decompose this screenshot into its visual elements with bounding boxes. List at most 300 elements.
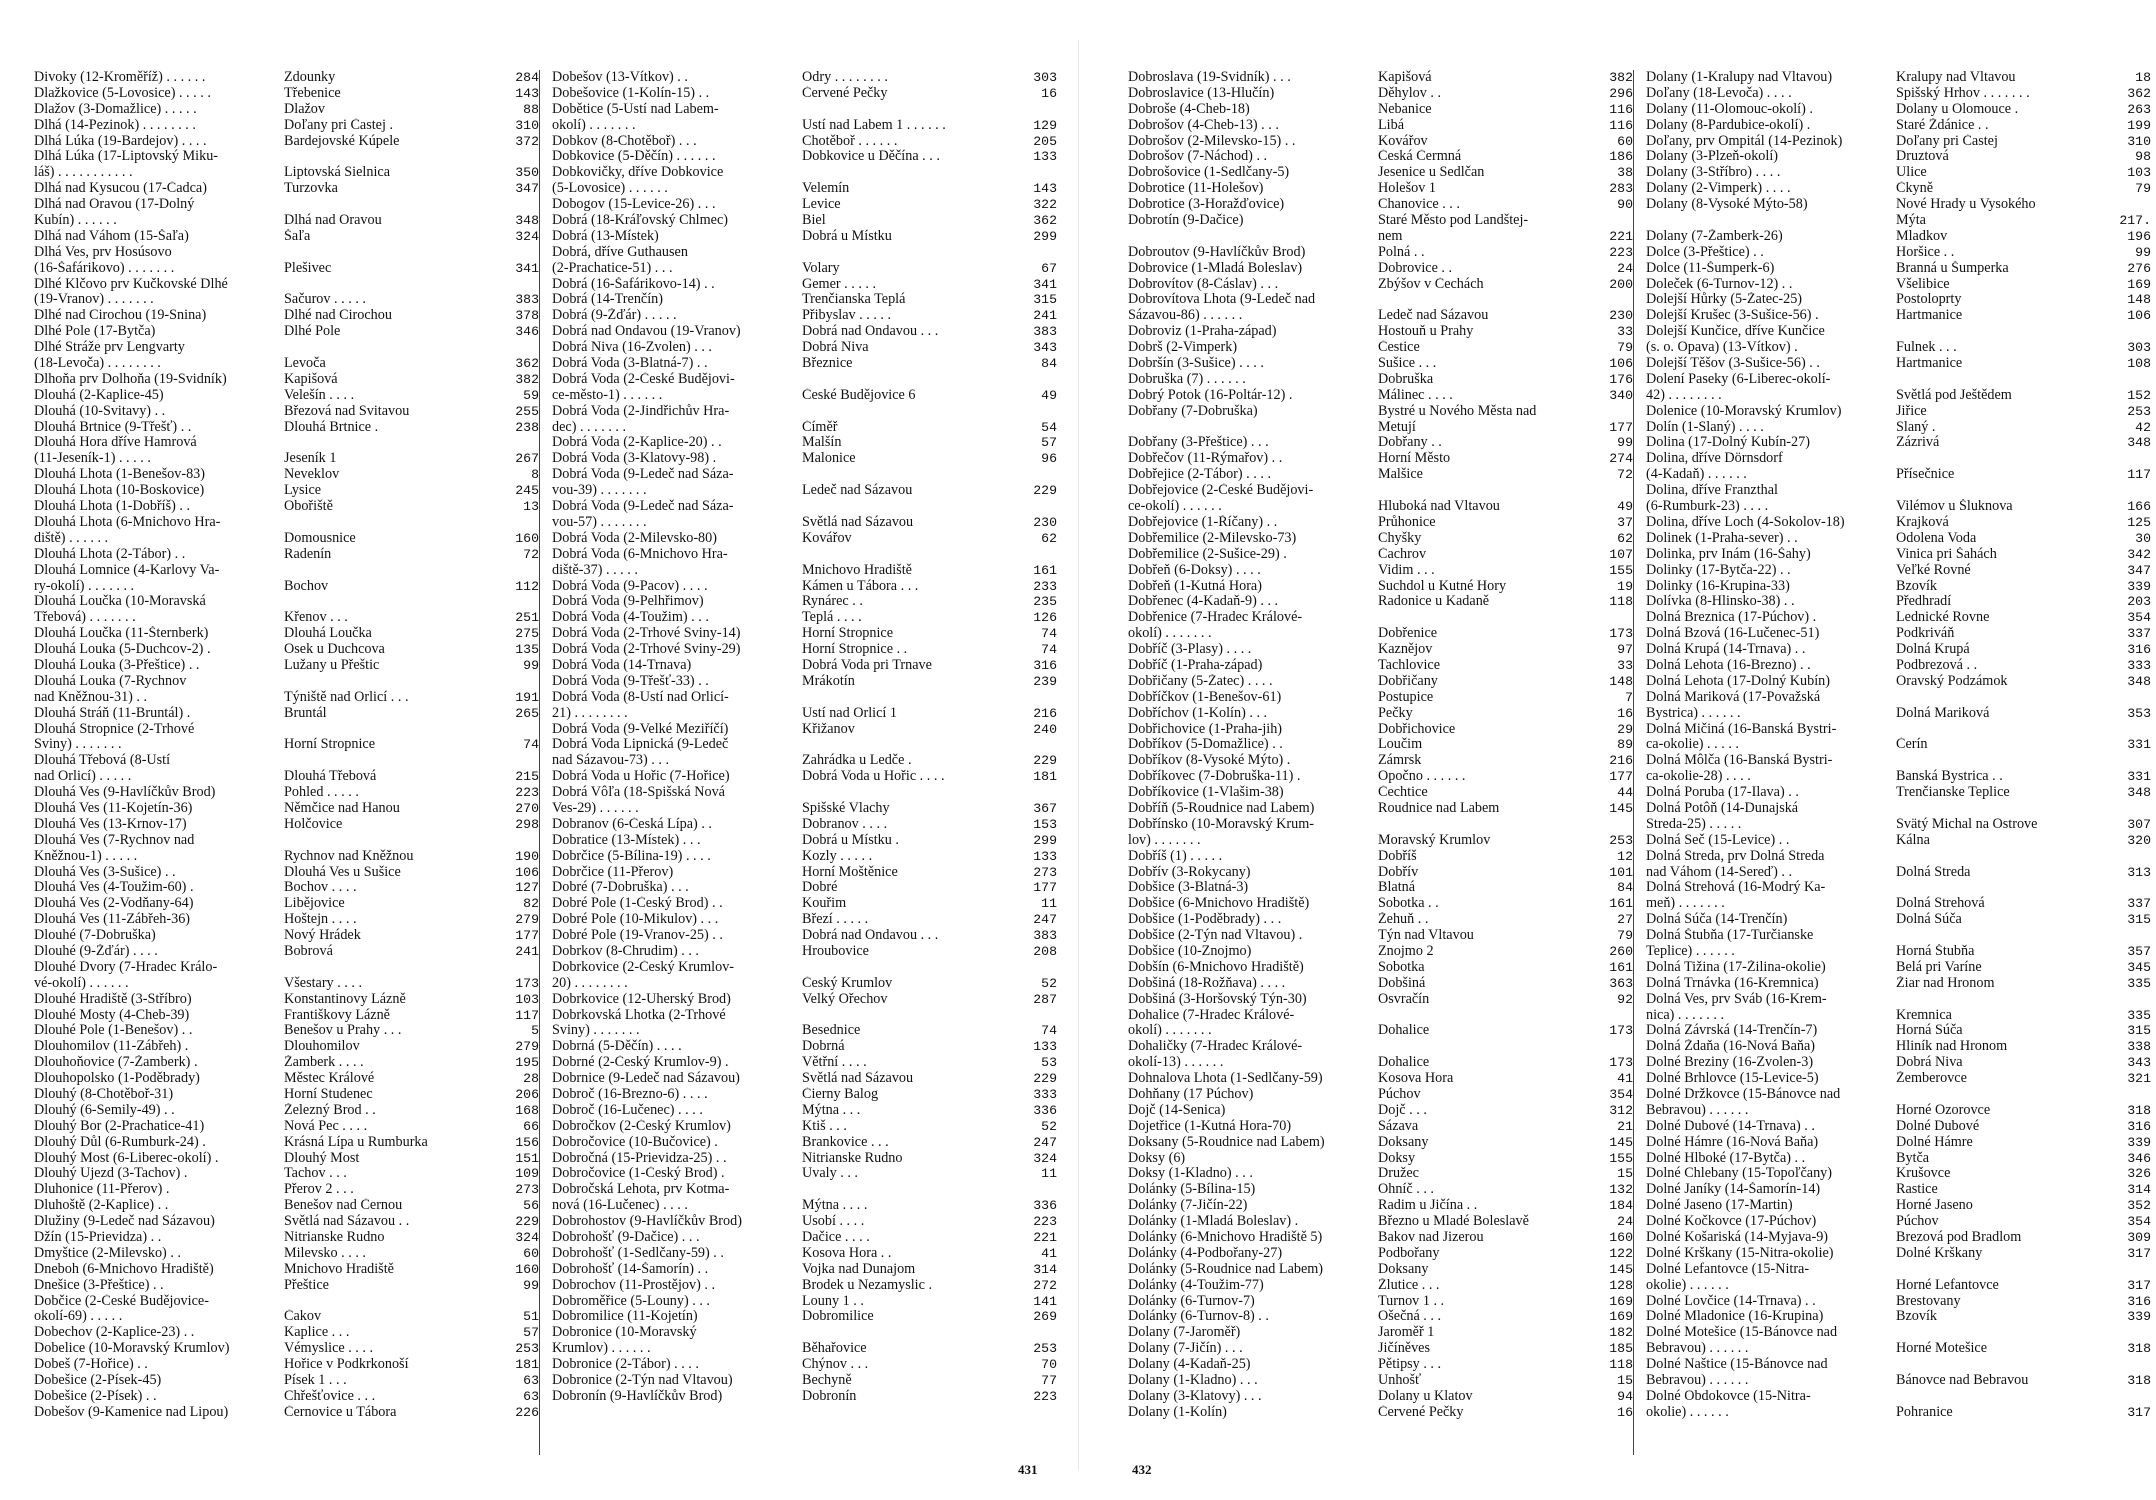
place-name: Dobrné (2-Český Krumlov-9) .: [552, 1055, 729, 1071]
post-office: Kralupy nad Vltavou: [1896, 70, 2016, 85]
place-name: Dlouhá Stropnice (2-Trhové: [34, 721, 195, 737]
post-office: Jeseník 1: [284, 451, 337, 467]
page-reference: 206: [515, 1087, 539, 1102]
index-entry: [34, 817, 539, 833]
index-entry: [1128, 1405, 1633, 1421]
page-reference: 309: [2127, 1230, 2151, 1246]
post-office: Sačurov . . . . .: [284, 292, 366, 308]
post-office: Spišské Vlachy: [802, 800, 890, 816]
place-name: Dolenice (10-Moravský Krumlov): [1646, 403, 1842, 419]
index-entry: [1646, 1405, 2151, 1421]
post-office: Fulnek . . .: [1896, 340, 1957, 356]
place-name: Teplice) . . . . . .: [1646, 943, 1735, 959]
page-reference: 108: [2127, 356, 2151, 372]
index-entry: [34, 769, 539, 785]
index-entry: [1646, 833, 2151, 849]
index-entry: [552, 976, 1057, 992]
index-entry: [552, 102, 1057, 118]
post-office: Ktiš . . .: [802, 1118, 847, 1134]
post-office: Brodek u Nezamyslic .: [802, 1277, 933, 1293]
place-name: (19-Vranov) . . . . . . .: [34, 292, 154, 308]
post-office: Malšice: [1378, 467, 1423, 483]
place-name: Dolná Strehová (16-Modrý Ka-: [1646, 880, 1826, 896]
page-reference: 287: [1033, 991, 1057, 1007]
post-office: Horní Moštěnice: [802, 864, 898, 880]
place-name: Dolany (8-Pardubice-okolí) .: [1646, 117, 1811, 133]
index-entry: [552, 372, 1057, 388]
place-name: Dolná Seč (15-Levice) . .: [1646, 832, 1790, 848]
post-office: Dlouhomilov: [284, 1039, 360, 1055]
place-name: nica) . . . . . . .: [1646, 1007, 1725, 1023]
post-office: Písek 1 . . .: [284, 1373, 347, 1389]
index-entry: [552, 1151, 1057, 1167]
post-office: Hliník nad Hronom: [1896, 1039, 2008, 1055]
place-name: Dobrošov (7-Náchod) . .: [1128, 149, 1268, 165]
index-entry: [1128, 1389, 1633, 1405]
index-entry: [1646, 849, 2151, 865]
page-reference: 148: [2127, 292, 2151, 308]
page-reference: 72: [523, 546, 539, 562]
page-reference: 15: [1617, 1373, 1633, 1389]
index-entry: [1128, 817, 1633, 833]
index-entry: [1128, 706, 1633, 722]
index-entry: [1646, 944, 2151, 960]
place-name: ca-okolie) . . . . .: [1646, 737, 1739, 753]
post-office: Dobrá u Místku .: [802, 832, 899, 848]
post-office: Dobrá nad Ondavou . . .: [802, 928, 939, 944]
page-reference: 326: [2127, 1166, 2151, 1182]
post-office: Chřešťovice . . .: [284, 1388, 376, 1404]
index-entry: [1128, 515, 1633, 531]
page-reference: 118: [1609, 594, 1633, 610]
index-entry: [1128, 181, 1633, 197]
page-reference: 166: [2127, 499, 2151, 515]
page-reference: 132: [1609, 1182, 1633, 1198]
index-entry: [552, 499, 1057, 515]
post-office: Zahrádka u Ledče .: [802, 753, 912, 769]
index-entry: [34, 1373, 539, 1389]
page-reference: 221: [1033, 1230, 1057, 1246]
index-entry: [1128, 1103, 1633, 1119]
place-name: Dobětice (5-Ústí nad Labem-: [552, 101, 719, 117]
place-name: Dobkovice (5-Děčín) . . . . . .: [552, 149, 716, 165]
place-name: Sázavou-86) . . . . . .: [1128, 308, 1243, 324]
page-reference: 92: [1617, 991, 1633, 1007]
index-entry: [552, 563, 1057, 579]
place-name: Dolná Závrská (14-Trenčín-7): [1646, 1023, 1818, 1039]
place-name: Dobříkovec (7-Dobruška-11) .: [1128, 769, 1301, 785]
index-entry: [1646, 1087, 2151, 1103]
page-reference: 74: [523, 737, 539, 753]
place-name: Dobrá Voda (4-Toužim) . . .: [552, 610, 709, 626]
place-name: nad Kněžnou-31) . .: [34, 689, 148, 705]
page-reference: 127: [515, 880, 539, 896]
index-entry: [1646, 594, 2151, 610]
post-office: Žlutice . . .: [1378, 1277, 1440, 1293]
post-office: Třebenice: [284, 85, 341, 101]
page-reference: 112: [515, 578, 539, 594]
index-entry: [1646, 308, 2151, 324]
place-name: Dlhá Lúka (19-Bardejov) . . . .: [34, 133, 207, 149]
index-entry: [1128, 86, 1633, 102]
place-name: Dolany (7-Jaroměř): [1128, 1325, 1241, 1341]
place-name: Dlhá nad Oravou (17-Dolný: [34, 197, 195, 213]
place-name: Dolná Tižina (17-Žilina-okolie): [1646, 959, 1826, 975]
place-name: Dlhá Lúka (17-Liptovský Miku-: [34, 149, 219, 165]
post-office: Chyšky: [1378, 530, 1422, 546]
index-entry: [1128, 563, 1633, 579]
page-reference: 173: [1609, 626, 1633, 642]
index-entry: [34, 1055, 539, 1071]
place-name: Dolany (4-Kadaň-25): [1128, 1357, 1251, 1373]
page-reference: 106: [515, 864, 539, 880]
page-reference: 191: [515, 689, 539, 705]
page-reference: 173: [1609, 1055, 1633, 1071]
index-entry: [34, 1246, 539, 1262]
page-reference: 341: [515, 260, 539, 276]
page-reference: 345: [2127, 959, 2151, 975]
page-reference: 245: [515, 483, 539, 499]
post-office: Františkovy Lázně: [284, 1007, 390, 1023]
post-office: Kapišová: [1378, 70, 1432, 85]
place-name: 42) . . . . . . . .: [1646, 387, 1722, 403]
index-entry: [1128, 753, 1633, 769]
place-name: Dolejší Hůrky (5-Žatec-25): [1646, 292, 1803, 308]
place-name: Dolné Obdokovce (15-Nitra-: [1646, 1388, 1811, 1404]
place-name: meň) . . . . . . .: [1646, 896, 1725, 912]
index-entry: [552, 1325, 1057, 1341]
place-name: Dobrná (5-Děčín) . . . .: [552, 1039, 682, 1055]
post-office: Horní Studenec: [284, 1087, 373, 1102]
post-office: Velemín: [802, 181, 850, 197]
place-name: Doksy (1-Kladno) . . .: [1128, 1166, 1253, 1182]
post-office: Plešivec: [284, 260, 332, 276]
place-name: Doleček (6-Turnov-12) . .: [1646, 276, 1793, 292]
page-reference: 90: [1617, 197, 1633, 213]
page-reference: 296: [1609, 85, 1633, 101]
page-reference: 177: [1033, 880, 1057, 896]
post-office: Milevsko . . . .: [284, 1245, 366, 1261]
post-office: Kremnica: [1896, 1007, 1952, 1023]
page-reference: 247: [1033, 1134, 1057, 1150]
page-reference: 186: [1609, 149, 1633, 165]
index-entry: [1646, 1214, 2151, 1230]
index-entry: [1646, 149, 2151, 165]
index-entry: [552, 1373, 1057, 1389]
post-office: Přeštice: [284, 1277, 329, 1293]
index-entry: [1646, 388, 2151, 404]
post-office: Dobkovice u Děčína . . .: [802, 149, 940, 165]
index-entry: [552, 1246, 1057, 1262]
post-office: Dolany u Olomouce .: [1896, 101, 2019, 117]
index-entry: [1128, 451, 1633, 467]
post-office: Malšín: [802, 435, 842, 451]
page-reference: 229: [515, 1214, 539, 1230]
place-name: Dlouhé (9-Žďár) . . . .: [34, 943, 158, 959]
post-office: Červené Pečky: [1378, 1404, 1464, 1420]
index-entry: [1646, 706, 2151, 722]
page-reference: 317: [2127, 1277, 2151, 1293]
post-office: Světlá nad Sázavou: [802, 514, 914, 530]
place-name: Dobrá Voda (9-Ledeč nad Sáza-: [552, 499, 734, 515]
page-reference: 99: [2135, 244, 2151, 260]
post-office: Mnichovo Hradiště: [284, 1261, 394, 1277]
place-name: Dobrá (18-Kráľovský Chlmec): [552, 213, 728, 229]
index-entry: [1646, 435, 2151, 451]
index-entry: [34, 388, 539, 404]
index-entry: [1646, 356, 2151, 372]
place-name: Dolany (1-Kralupy nad Vltavou): [1646, 70, 1833, 85]
index-entry: [552, 674, 1057, 690]
page-reference: 221: [1609, 228, 1633, 244]
post-office: Sobotka . .: [1378, 896, 1439, 912]
page-reference: 151: [515, 1150, 539, 1166]
place-name: Dobrkovice (2-Český Krumlov-: [552, 959, 735, 975]
index-entry: [552, 261, 1057, 277]
place-name: diště-37) . . . . .: [552, 562, 638, 578]
place-name: Dlažov (3-Domažlice) . . . . .: [34, 101, 197, 117]
index-entry: [34, 1182, 539, 1198]
index-entry: [1646, 880, 2151, 896]
page-reference: 241: [1033, 308, 1057, 324]
place-name: Dlouhá Ves (13-Krnov-17): [34, 816, 187, 832]
place-name: vé-okolí) . . . . . .: [34, 975, 129, 991]
place-name: Dlouhé (7-Dobruška): [34, 928, 156, 944]
index-entry: [34, 1262, 539, 1278]
place-name: Dobrá (14-Trenčín): [552, 292, 663, 308]
page-reference: 57: [1041, 435, 1057, 451]
page-reference: 226: [515, 1404, 539, 1420]
post-office: Ošečná . . .: [1378, 1309, 1442, 1325]
post-office: Biel: [802, 213, 826, 229]
index-entry: [552, 70, 1057, 86]
post-office: Suchdol u Kutné Hory: [1378, 578, 1507, 594]
post-office: Podkriváň: [1896, 626, 1955, 642]
place-name: Dobročovice (10-Bučovice) .: [552, 1134, 718, 1150]
index-entry: [1646, 261, 2151, 277]
place-name: Dolejší Krušec (3-Sušice-56) .: [1646, 308, 1819, 324]
post-office: Čechtice: [1378, 785, 1428, 801]
page-reference: 169: [1609, 1309, 1633, 1325]
post-office: Dobruška: [1378, 371, 1434, 387]
index-entry: [34, 1071, 539, 1087]
place-name: Dobroč (16-Brezno-6) . . . .: [552, 1087, 708, 1102]
place-name: Dlouhé Mosty (4-Cheb-39): [34, 1007, 190, 1023]
index-entry: [552, 865, 1057, 881]
post-office: Mýtna . . . .: [802, 1198, 868, 1214]
post-office: Druztová: [1896, 149, 1949, 165]
page-reference: 346: [2127, 1150, 2151, 1166]
place-name: Dobšice (6-Mnichovo Hradiště): [1128, 896, 1310, 912]
index-entry: [552, 579, 1057, 595]
page-number-left: 431: [1018, 1462, 1038, 1477]
post-office: Sobotka: [1378, 959, 1425, 975]
index-entry: [1646, 896, 2151, 912]
index-entry: [1128, 1055, 1633, 1071]
page-reference: 223: [515, 785, 539, 801]
index-entry: [34, 181, 539, 197]
index-entry: [552, 880, 1057, 896]
place-name: Dobrá (16-Šafárikovo-14) . .: [552, 276, 715, 292]
index-entry: [1128, 1357, 1633, 1373]
index-entry: [34, 737, 539, 753]
index-entry: [1128, 229, 1633, 245]
place-name: Dobrošov (2-Milevsko-15) . .: [1128, 133, 1296, 149]
place-name: Dolné Hámre (16-Nová Baňa): [1646, 1134, 1819, 1150]
page-reference: 196: [2127, 228, 2151, 244]
post-office: Lednické Rovne: [1896, 610, 1990, 626]
page-reference: 241: [515, 943, 539, 959]
page-reference: 239: [1033, 673, 1057, 689]
page-reference: 161: [1609, 959, 1633, 975]
page-reference: 316: [2127, 1118, 2151, 1134]
page-reference: 141: [1033, 1293, 1057, 1309]
post-office: Čachrov: [1378, 546, 1427, 562]
post-office: Vojka nad Dunajom: [802, 1261, 916, 1277]
post-office: Dačice . . . .: [802, 1230, 870, 1246]
place-name: vou-39) . . . . . . .: [552, 483, 647, 499]
index-entry: [552, 435, 1057, 451]
place-name: Dobříň (5-Roudnice nad Labem): [1128, 800, 1315, 816]
index-entry: [1646, 737, 2151, 753]
post-office: Libějovice: [284, 896, 345, 912]
page-reference: 79: [1617, 340, 1633, 356]
post-office: Besednice: [802, 1023, 861, 1039]
index-entry: [1128, 372, 1633, 388]
page-reference: 15: [1617, 1166, 1633, 1182]
place-name: Dobronín (9-Havlíčkův Brod): [552, 1388, 723, 1404]
index-entry: [34, 324, 539, 340]
place-name: Dlouhá Louka (5-Duchcov-2) .: [34, 642, 211, 658]
page-reference: 160: [515, 1261, 539, 1277]
place-name: Dobšice (3-Blatná-3): [1128, 880, 1249, 896]
index-entry: [1128, 1230, 1633, 1246]
place-name: Kubín) . . . . . .: [34, 213, 117, 229]
post-office: Zámrsk: [1378, 753, 1422, 769]
index-column-3: [1128, 70, 1634, 1455]
place-name: Dlouhá Brtnice (9-Třešť) . .: [34, 419, 192, 435]
place-name: Dlouhý (8-Chotěboř-31): [34, 1087, 174, 1102]
place-name: Džín (15-Prievidza) . .: [34, 1230, 162, 1246]
page-reference: 382: [1609, 70, 1633, 85]
post-office: Bzovík: [1896, 578, 1937, 594]
post-office: Málinec . . . .: [1378, 387, 1453, 403]
place-name: Dolné Hlboké (17-Bytča) . .: [1646, 1150, 1806, 1166]
index-entry: [552, 594, 1057, 610]
index-entry: [552, 801, 1057, 817]
page-reference: 16: [1617, 705, 1633, 721]
index-entry: [1128, 1119, 1633, 1135]
place-name: Dobrnice (9-Ledeč nad Sázavou): [552, 1071, 740, 1087]
post-office: Bochov . . . .: [284, 880, 357, 896]
place-name: Dobroslava (19-Svidník) . . .: [1128, 70, 1291, 85]
post-office: Kozly . . . . .: [802, 848, 873, 864]
post-office: Březnice: [802, 356, 853, 372]
page-reference: 342: [2127, 546, 2151, 562]
place-name: ca-okolie-28) . . . .: [1646, 769, 1751, 785]
post-office: Levoča: [284, 356, 326, 372]
post-office: Kapišová: [284, 371, 338, 387]
place-name: Dlažkovice (5-Lovosice) . . . . .: [34, 85, 211, 101]
page-reference: 353: [2127, 705, 2151, 721]
place-name: Dolany (7-Žamberk-26): [1646, 228, 1783, 244]
place-name: (s. o. Opava) (13-Vítkov) .: [1646, 340, 1798, 356]
index-entry: [1128, 1246, 1633, 1262]
index-entry: [1128, 658, 1633, 674]
place-name: Dobrotín (9-Dačice): [1128, 213, 1244, 229]
post-office: Bobrová: [284, 943, 333, 959]
page-reference: 347: [515, 181, 539, 197]
page-reference: 299: [1033, 228, 1057, 244]
post-office: Jiřice: [1896, 403, 1927, 419]
page-reference: 182: [1609, 1325, 1633, 1341]
place-name: Dobročná (15-Prievidza-25) . .: [552, 1150, 727, 1166]
post-office: Předhradí: [1896, 594, 1952, 610]
index-entry: [552, 86, 1057, 102]
index-entry: [1128, 547, 1633, 563]
index-entry: [34, 674, 539, 690]
page-reference: 129: [1033, 117, 1057, 133]
page-reference: 314: [1033, 1261, 1057, 1277]
post-office: Dobrá Voda pri Trnave: [802, 657, 932, 673]
place-name: (6-Rumburk-23) . . . .: [1646, 499, 1769, 515]
post-office: Světlá nad Sázavou . .: [284, 1214, 410, 1230]
place-name: Bystrica) . . . . . .: [1646, 705, 1741, 721]
place-name: Dobelice (10-Moravský Krumlov): [34, 1341, 230, 1357]
index-entry: [34, 356, 539, 372]
place-name: Dlouhá Louka (3-Přeštice) . .: [34, 657, 200, 673]
index-entry: [34, 706, 539, 722]
place-name: Dlouhá Lhota (1-Benešov-83): [34, 467, 205, 483]
index-entry: [1646, 976, 2151, 992]
index-entry: [1128, 769, 1633, 785]
index-entry: [1646, 1166, 2151, 1182]
page-reference: 74: [1041, 642, 1057, 658]
index-entry: [34, 483, 539, 499]
post-office: Osvračín: [1378, 991, 1430, 1007]
index-entry: [34, 1230, 539, 1246]
index-entry: [1128, 626, 1633, 642]
place-name: Doksy (6): [1128, 1150, 1186, 1166]
place-name: Dobrá Voda (2-Jindřichův Hra-: [552, 403, 730, 419]
page-reference: 57: [523, 1325, 539, 1341]
page-reference: 348: [515, 213, 539, 229]
page-reference: 337: [2127, 896, 2151, 912]
page-reference: 223: [1033, 1388, 1057, 1404]
index-entry: [34, 928, 539, 944]
place-name: Dobré (7-Dobruška) . . .: [552, 880, 689, 896]
post-office: Horní Stropnice: [284, 737, 376, 753]
page-reference: 238: [515, 419, 539, 435]
index-entry: [1128, 1214, 1633, 1230]
index-entry: [1646, 912, 2151, 928]
page-reference: 279: [515, 912, 539, 928]
index-entry: [1646, 722, 2151, 738]
page-reference: 51: [523, 1309, 539, 1325]
post-office: Levice: [802, 197, 841, 213]
page-reference: 335: [2127, 975, 2151, 991]
index-entry: [552, 1103, 1057, 1119]
index-entry: [34, 1151, 539, 1167]
page-reference: 229: [1033, 1071, 1057, 1087]
page-reference: 303: [1033, 70, 1057, 85]
post-office: Dolany u Klatov: [1378, 1388, 1473, 1404]
index-entry: [552, 277, 1057, 293]
page-reference: 272: [1033, 1277, 1057, 1293]
place-name: Dlouhá Ves (2-Vodňany-64): [34, 896, 194, 912]
post-office: Horní Stropnice . .: [802, 642, 908, 658]
page-reference: 103: [2127, 165, 2151, 181]
